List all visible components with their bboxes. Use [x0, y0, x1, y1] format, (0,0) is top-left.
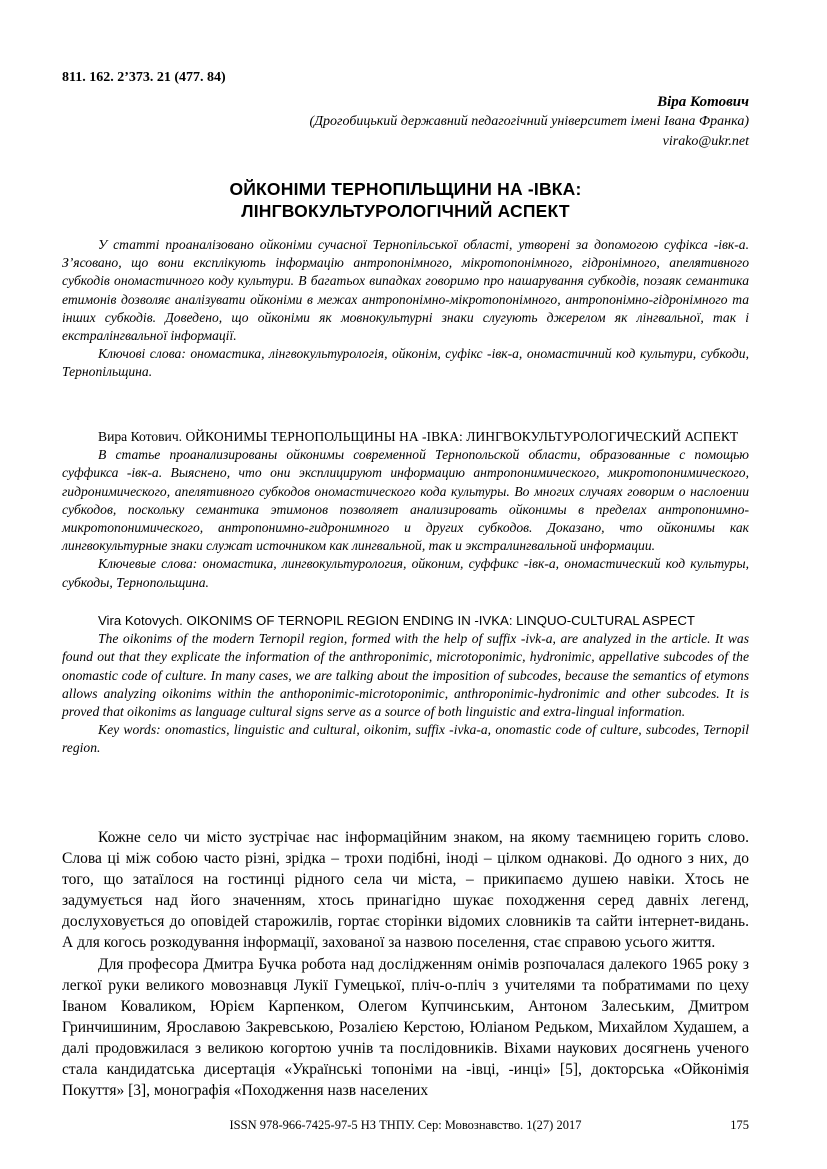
abstract-en-header: Vira Kotovych. OIKONIMS OF TERNOPIL REGION ENDING IN -IVKA: LINQUO-CULTURAL ASPECT [98, 613, 695, 628]
body-paragraph-1: Кожне село чи місто зустрічає нас інформаційним знаком, на якому таємницею горить слово. Слова ці між собою часто різні, зрідка – трохи подібні, іноді – цілком однакові. До одного з них, до того, що затаїлося на гостинці рідного села чи міста, – прикипаємо душею навіки. Хтось не задумується над його значенням, хтось принагідно шукає походження серед давніх легенд, дослуховується до оповідей старожилів, гортає сторінки відомих словників та сайти інтернет-видань. А для когось розкодування інформації, захованої за назвою поселення, стає справою усього життя. [62, 829, 749, 952]
udc-code: 811. 162. 2’373. 21 (477. 84) [62, 70, 226, 85]
abstract-english [62, 612, 749, 758]
author-block [309, 92, 749, 152]
abstract-en-keywords: Key words: onomastics, linguistic and cultural, oikonim, suffix -ivka-a, onomastic code of culture, subcodes, Ternopil region. [62, 722, 749, 756]
abstract-ru-text: В статье проанализированы ойконимы современной Тернопольской области, образованные с помощью суффикса -івк-а. Выяснено, что они эксплицируют информацию антропонимического, микротопонимического, гидронимического, апелятивного субкодов ономастического кода культуры. Во многих случаях говорим о наслоении субкодов, поскольку семантика этимонов позволяет анализировать ойконимы в пределах антропонимно-микротопонимического, антропонимно-гидронимного и других субкодов. Доказано, что ойконимы как лингвокультурные знаки служат источником как лингвальной, так и экстралингвальной информации. [62, 447, 749, 554]
body-text [62, 827, 749, 1101]
abstract-ua-keywords: Ключові слова: ономастика, лінгвокультурологія, ойконім, суфікс -івк-а, ономастичний код культури, субкоди, Тернопільщина. [62, 346, 749, 380]
footer-journal-info: ISSN 978-966-7425-97-5 НЗ ТНПУ. Сер: Мовознавство. 1(27) 2017 [229, 1118, 582, 1132]
abstract-ua-text: У статті проаналізовано ойконіми сучасної Тернопільської області, утворені за допомогою суфікса -івк-а. З’ясовано, що вони експлікують інформацію антропонімного, мікротопонімного, гідронімного, апелятивного субкодів ономастичного коду культури. В багатьох випадках говоримо про нашарування субкодів, позаяк семантика етимонів дозволяє аналізувати ойконіми в межах антропонімно-мікротопонімного, антропонімно-гідронімного та інших субкодів. Доведено, що ойконіми як мовнокультурні знаки слугують джерелом як лінгвальної, так і екстралінгвальної інформації. [62, 237, 749, 344]
abstract-en-text: The oikonims of the modern Ternopil region, formed with the help of suffix -ivk-a, are analyzed in the article. It was found out that they explicate the information of the anthroponimic, microtoponimic, hydronimic, appellative subcodes of the onomastic code of culture. In many cases, we are talking about the imposition of subcodes, because the semantics of etymons allows analyzing oikonims within the anthoponimic-microtoponimic, anthroponimic-hydronimic and other subcodes. It is proved that oikonims as language cultural signs serve as a source of both linguistic and extra-lingual information. [62, 631, 749, 720]
author-email: virako@ukr.net [662, 134, 749, 149]
abstract-russian [62, 428, 749, 592]
abstract-ru-keywords: Ключевые слова: ономастика, лингвокультурология, ойконим, суффикс -івк-а, ономастический код культуры, субкоды, Тернопольщина. [62, 556, 749, 590]
title-line-2: ЛІНГВОКУЛЬТУРОЛОГІЧНИЙ АСПЕКТ [241, 201, 570, 221]
author-name: Віра Котович [657, 94, 749, 110]
author-affiliation: (Дрогобицький державний педагогічний університет імені Івана Франка) [309, 114, 749, 129]
body-paragraph-2: Для професора Дмитра Бучка робота над дослідженням онімів розпочалася далекого 1965 року з легкої руки великого мовознавця Лукії Гумецької, пліч-о-пліч з учителями та побратимами по цеху Іваном Коваликом, Юрієм Карпенком, Олегом Купчинським, Антоном Залеським, Дмитром Гринчишиним, Ярославою Закревською, Розалією Керстою, Юліаном Редьком, Михайлом Худашем, а далі продовжилася з великою когортою учнів та послідовників. Віхами наукових досягнень ученого стала кандидатська дисертація «Українські топоніми на -івці, -инці» [5], докторська «Ойконімія Покуття» [3], монографія «Походження назв населених [62, 955, 749, 1100]
page-number: 175 [730, 1118, 749, 1132]
abstract-ru-header: Вира Котович. ОЙКОНИМЫ ТЕРНОПОЛЬЩИНЫ НА -ІВКА: ЛИНГВОКУЛЬТУРОЛОГИЧЕСКИЙ АСПЕКТ [98, 429, 739, 444]
paper-title [62, 178, 749, 222]
abstract-ukrainian [62, 236, 749, 382]
title-line-1: ОЙКОНІМИ ТЕРНОПІЛЬЩИНИ НА -ІВКА: [229, 179, 582, 199]
